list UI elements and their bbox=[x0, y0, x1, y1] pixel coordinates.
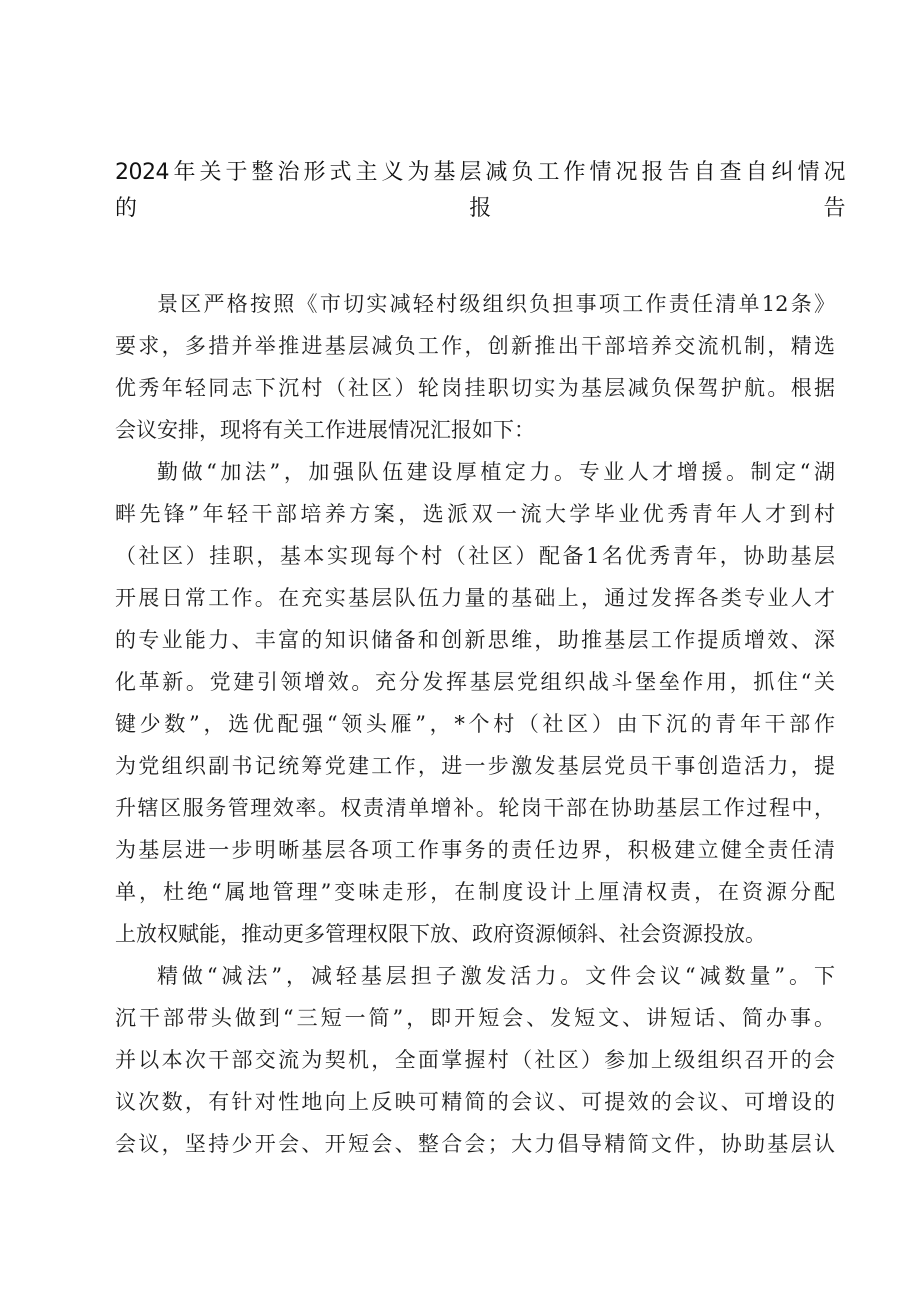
paragraph-line: 会议安排，现将有关工作进展情况汇报如下： bbox=[115, 418, 535, 442]
document-body bbox=[115, 283, 835, 1165]
paragraph-subtraction bbox=[115, 955, 835, 1165]
paragraph-line: 上放权赋能，推动更多管理权限下放、政府资源倾斜、社会资源投放。 bbox=[115, 922, 766, 946]
paragraph-line: 会议，坚持少开会、开短会、整合会；大力倡导精简文件，协助基层认 bbox=[115, 1132, 835, 1156]
paragraph-line: 为基层进一步明晰基层各项工作事务的责任边界，积极建立健全责任清 bbox=[115, 838, 835, 862]
paragraph-line: 键少数”，选优配强“领头雁”，*个村（社区）由下沉的青年干部作 bbox=[115, 712, 835, 736]
paragraph-intro bbox=[115, 283, 835, 451]
title-line: 的报告 bbox=[115, 196, 845, 221]
document-title bbox=[115, 155, 845, 227]
paragraph-line: 畔先锋”年轻干部培养方案，选派双一流大学毕业优秀青年人才到村 bbox=[115, 502, 835, 526]
paragraph-line: 为党组织副书记统筹党建工作，进一步激发基层党员干事创造活力，提 bbox=[115, 754, 835, 778]
paragraph-line: 景区严格按照《市切实减轻村级组织负担事项工作责任清单12条》 bbox=[157, 292, 835, 316]
paragraph-line: 优秀年轻同志下沉村（社区）轮岗挂职切实为基层减负保驾护航。根据 bbox=[115, 376, 835, 400]
paragraph-line: 化革新。党建引领增效。充分发挥基层党组织战斗堡垒作用，抓住“关 bbox=[115, 670, 835, 694]
paragraph-line: 的专业能力、丰富的知识储备和创新思维，助推基层工作提质增效、深 bbox=[115, 628, 835, 652]
paragraph-line: 升辖区服务管理效率。权责清单增补。轮岗干部在协助基层工作过程中， bbox=[115, 796, 835, 820]
paragraph-line: 议次数，有针对性地向上反映可精简的会议、可提效的会议、可增设的 bbox=[115, 1090, 835, 1114]
paragraph-line: 单，杜绝“属地管理”变味走形，在制度设计上厘清权责，在资源分配 bbox=[115, 880, 835, 904]
paragraph-line: （社区）挂职，基本实现每个村（社区）配备1名优秀青年，协助基层 bbox=[115, 544, 835, 568]
paragraph-addition bbox=[115, 451, 835, 955]
paragraph-line: 勤做“加法”，加强队伍建设厚植定力。专业人才增援。制定“湖 bbox=[157, 460, 835, 484]
title-line: 2024年关于整治形式主义为基层减负工作情况报告自查自纠情况 bbox=[115, 160, 845, 185]
paragraph-line: 精做“减法”，减轻基层担子激发活力。文件会议“减数量”。下 bbox=[157, 964, 835, 988]
paragraph-line: 开展日常工作。在充实基层队伍力量的基础上，通过发挥各类专业人才 bbox=[115, 586, 835, 610]
paragraph-line: 要求，多措并举推进基层减负工作，创新推出干部培养交流机制，精选 bbox=[115, 334, 835, 358]
paragraph-line: 并以本次干部交流为契机，全面掌握村（社区）参加上级组织召开的会 bbox=[115, 1048, 835, 1072]
paragraph-line: 沉干部带头做到“三短一简”，即开短会、发短文、讲短话、简办事。 bbox=[115, 1006, 835, 1030]
